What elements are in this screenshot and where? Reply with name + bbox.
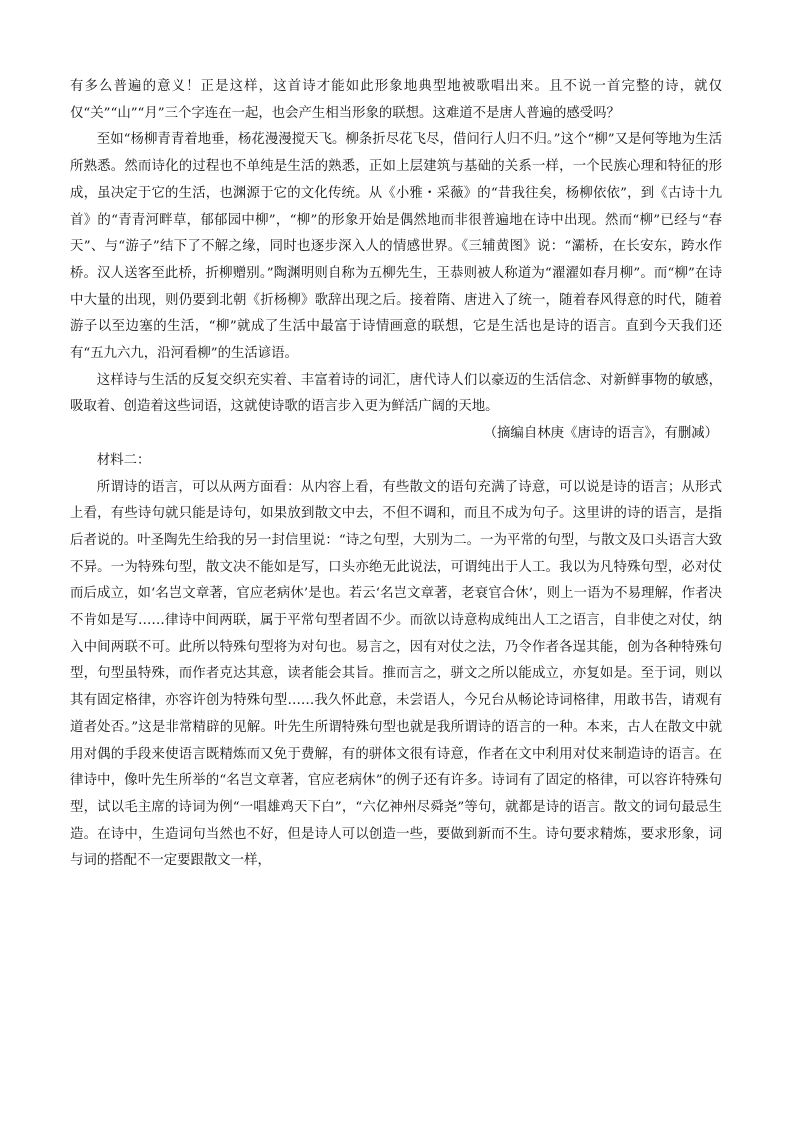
paragraph-willow: 至如“杨柳青青着地垂，杨花漫漫搅天飞。柳条折尽花飞尽，借问行人归不归。”这个“柳”又是何等地为生活所熟悉。然而诗化的过程也不单纯是生活的熟悉，正如上层建筑与基础的关系一样，一个民族心理和特征的形成，虽决定于它的生活，也渊源于它的文化传统。从《小雅・采薇》的“昔我往矣，杨柳依依”，到《古诗十九首》的“青青河畔草，郁郁园中柳”，“柳”的形象开始是偶然地而非很普遍地在诗中出现。然而“柳”已经与“春天”、与“游子”结下了不解之缘，同时也逐步深入人的情感世界。《三辅黄图》说：“灞桥，在长安东，跨水作桥。汉人送客至此桥，折柳赠别。”陶渊明则自称为五柳先生，王恭则被人称道为“濯濯如春月柳”。而“柳”在诗中大量的出现，则仍要到北朝《折杨柳》歌辞出现之后。接着隋、唐进入了统一，随着春风得意的时代，随着游子以至边塞的生活，“柳”就成了生活中最富于诗情画意的联想，它是生活也是诗的语言。直到今天我们还有“五九六九，沿河看柳”的生活谚语。 <box>70 132 722 362</box>
material-two-heading: 材料二： <box>96 452 151 468</box>
source-citation: （摘编自林庚《唐诗的语言》，有删减） <box>483 426 718 442</box>
paragraph-poetry-life: 这样诗与生活的反复交织充实着、丰富着诗的词汇，唐代诗人们以豪迈的生活信念、对新鲜事物的敏感，吸取着、创造着这些词语，这就使诗歌的语言步入更为鲜活广阔的天地。 <box>70 372 722 415</box>
document-page <box>70 74 722 875</box>
paragraph-continued: 有多么普遍的意义！正是这样，这首诗才能如此形象地典型地被歌唱出来。且不说一首完整的诗，就仅仅“关”“山”“月”三个字连在一起，也会产生相当形象的联想。这难道不是唐人普遍的感受吗？ <box>70 79 722 121</box>
paragraph-poetic-language: 所谓诗的语言，可以从两方面看：从内容上看，有些散文的语句充满了诗意，可以说是诗的语言；从形式上看，有些诗句就只能是诗句，如果放到散文中去，不但不调和，而且不成为句子。这里讲的诗的语言，是指后者说的。叶圣陶先生给我的另一封信里说：“诗之句型，大别为二。一为平常的句型，与散文及口头语言大致不异。一为特殊句型，散文决不能如是写，口头亦绝无此说法，可谓纯出于人工。我以为凡特殊句型，必对仗而后成立，如‘名岂文章著，官应老病休’是也。若云‘名岂文章著，老衰官合休’，则上一语为不易理解，作者决不肯如是写……律诗中间两联，属于平常句型者固不少。而欲以诗意构成纯出人工之语言，自非使之对仗，纳入中间两联不可。此所以特殊句型将为对句也。易言之，因有对仗之法，乃令作者各逞其能，创为各种特殊句型，句型虽特殊，而作者克达其意，读者能会其旨。推而言之，骈文之所以能成立，亦复如是。至于词，则以其有固定格律，亦容许创为特殊句型……我久怀此意，未尝语人，今兄台从畅论诗词格律，用敢书告，请观有道者处否。”这是非常精辟的见解。叶先生所谓特殊句型也就是我所谓诗的语言的一种。本来，古人在散文中就用对偶的手段来使语言既精炼而又免于费解，有的骈体文很有诗意，作者在文中利用对仗来制造诗的语言。在律诗中，像叶先生所举的“名岂文章著，官应老病休”的例子还有许多。诗词有了固定的格律，可以容许特殊句型，试以毛主席的诗词为例“一唱雄鸡天下白”，“六亿神州尽舜尧”等句，就都是诗的语言。散文的词句最忌生造。在诗中，生造词句当然也不好，但是诗人可以创造一些，要做到新而不生。诗句要求精炼，要求形象，词与词的搭配不一定要跟散文一样， <box>70 479 722 869</box>
